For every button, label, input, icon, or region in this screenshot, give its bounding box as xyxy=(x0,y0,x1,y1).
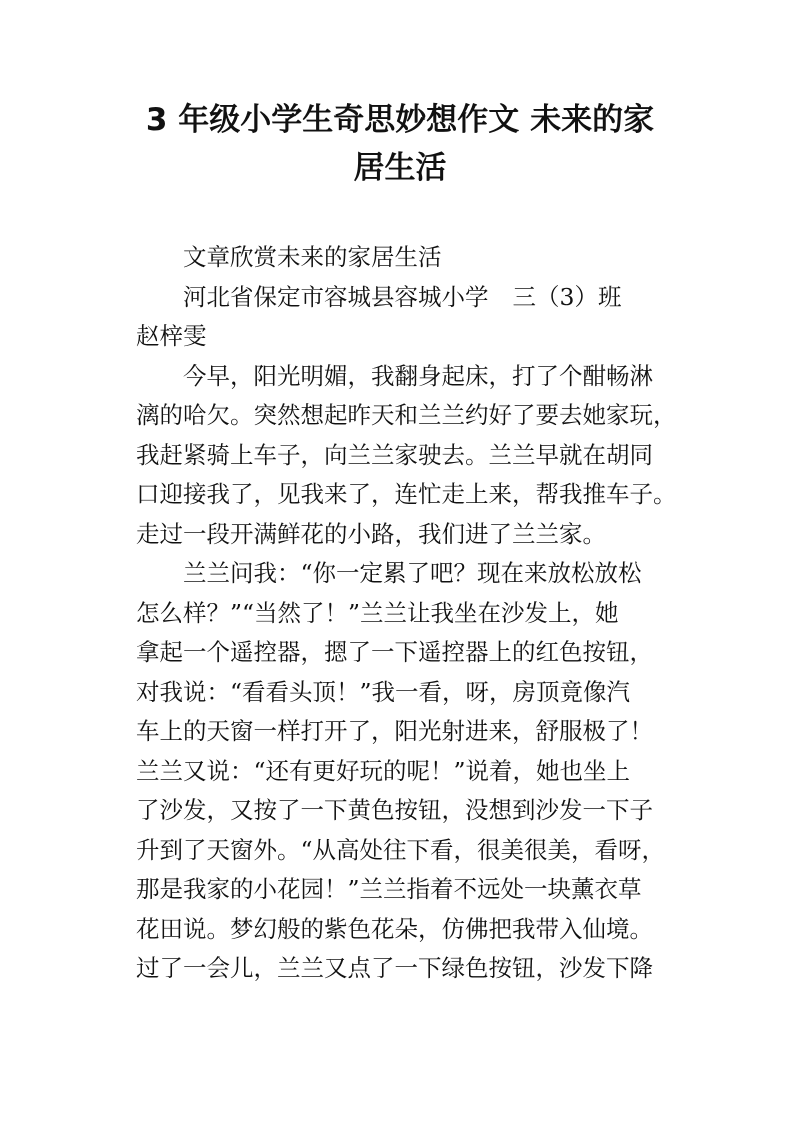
paragraph-line: 走过一段开满鲜花的小路，我们进了兰兰家。 xyxy=(136,519,606,548)
paragraph-line: 今早，阳光明媚，我翻身起床，打了个酣畅淋 xyxy=(183,361,653,390)
author-name: 赵梓雯 xyxy=(136,322,207,350)
paragraph-line: 漓的哈欠。突然想起昨天和兰兰约好了要去她家玩， xyxy=(136,401,677,429)
paragraph-2 xyxy=(136,554,671,989)
paragraph-line: 了沙发，又按了一下黄色按钮，没想到沙发一下子 xyxy=(136,796,653,824)
document-body xyxy=(136,238,677,989)
title-line-1: 3 年级小学生奇思妙想作文 未来的家 xyxy=(145,102,655,138)
paragraph-line: 花田说。梦幻般的紫色花朵，仿佛把我带入仙境。 xyxy=(136,914,653,943)
paragraph-line: 升到了天窗外。“从高处往下看，很美很美，看呀， xyxy=(136,835,666,864)
school-name: 河北省保定市容城县容城小学 xyxy=(183,282,489,311)
paragraph-line: 对我说：“看看头顶！”我一看，呀，房顶竟像汽 xyxy=(136,677,631,706)
paragraph-line: 我赶紧骑上车子，向兰兰家驶去。兰兰早就在胡同 xyxy=(136,440,653,469)
paragraph-line: 怎么样？”“当然了！”兰兰让我坐在沙发上，她 xyxy=(136,598,619,627)
paragraph-line: 拿起一个遥控器，摁了一下遥控器上的红色按钮， xyxy=(136,638,653,666)
document-title xyxy=(100,96,700,192)
byline xyxy=(136,278,671,318)
paragraph-line: 口迎接我了，见我来了，连忙走上来，帮我推车子。 xyxy=(136,480,677,508)
subtitle: 文章欣赏未来的家居生活 xyxy=(183,243,442,271)
class-name: 三（3）班 xyxy=(512,282,622,311)
paragraph-line: 兰兰问我：“你一定累了吧？现在来放松放松 xyxy=(183,559,642,587)
paragraph-line: 那是我家的小花园！”兰兰指着不远处一块薰衣草 xyxy=(136,875,642,903)
title-line-2: 居生活 xyxy=(353,150,447,186)
paragraph-line: 兰兰又说：“还有更好玩的呢！”说着，她也坐上 xyxy=(136,756,631,785)
paragraph-line: 过了一会儿，兰兰又点了一下绿色按钮，沙发下降 xyxy=(136,954,653,982)
paragraph-1 xyxy=(136,357,677,555)
paragraph-line: 车上的天窗一样打开了，阳光射进来，舒服极了！ xyxy=(136,717,653,745)
